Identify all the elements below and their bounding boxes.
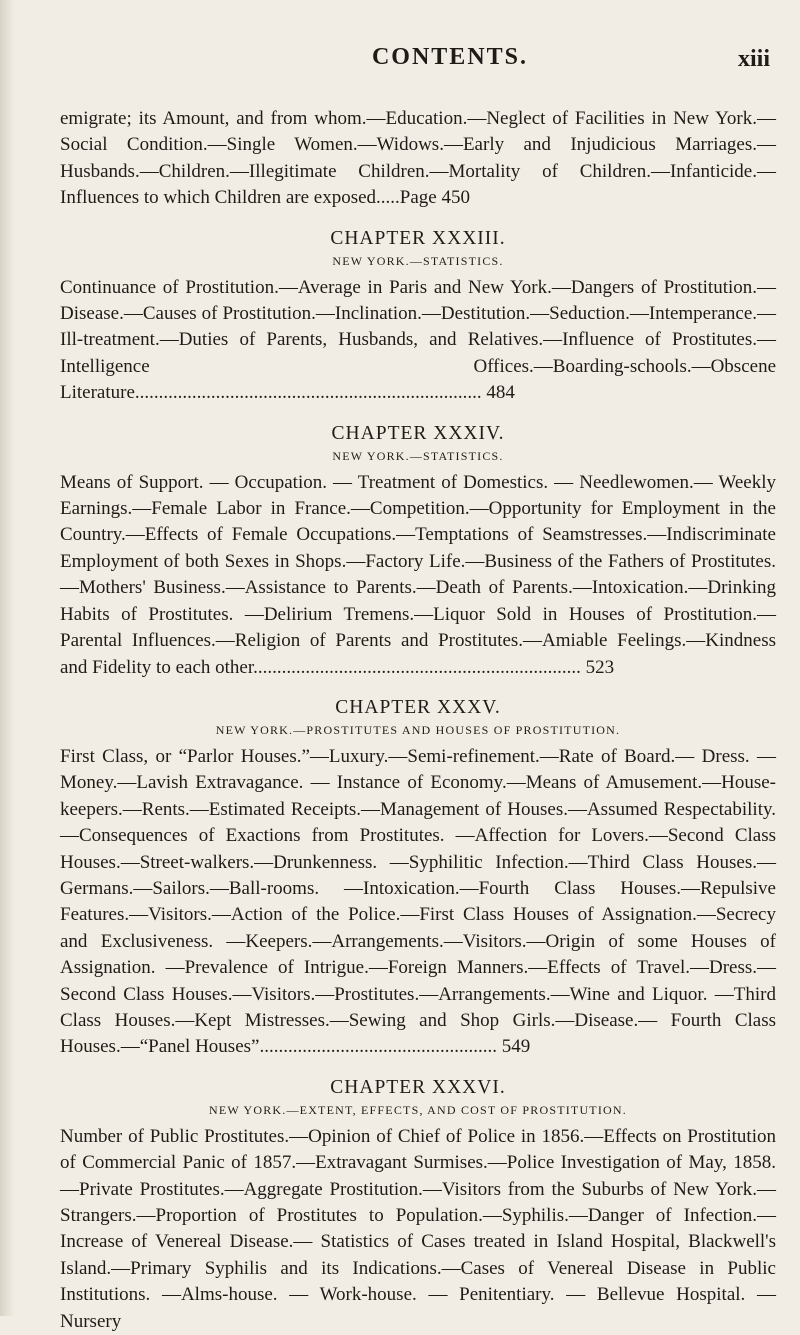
binding-shadow <box>0 0 14 1316</box>
chapter-subtitle: NEW YORK.—STATISTICS. <box>332 253 504 268</box>
chapter-summary: First Class, or “Parlor Houses.”—Luxury.—Semi-refinement.—Rate of Board.— Dress. — Money.—Lavish Extravagance. — Instance of Economy.—Means of Amusement.—House-keepers.—Rents.—Estimated Receipts.—Management of Houses.—Assumed Respectability.—Consequences of Exactions from Prostitutes. —Affection for Lovers.—Second Class Houses.—Street-walkers.—Drunkenness. —Syphilitic Infection.—Third Class Houses.—Germans.—Sailors.—Ball-rooms. —Intoxication.—Fourth Class Houses.—Repulsive Features.—Visitors.—Action of the Police.—First Class Houses of Assignation.—Secrecy and Exclusiveness. —Keepers.—Arrangements.—Visitors.—Origin of some Houses of Assignation. —Prevalence of Intrigue.—Foreign Manners.—Effects of Travel.—Dress.—Second Class Houses.—Visitors.—Prostitutes.—Arrangements.—Wine and Liquor. —Third Class Houses.—Kept Mistresses.—Sewing and Shop Girls.—Disease.— Fourth Class Houses.—“Panel Houses”.................................................. 549 <box>60 745 776 1058</box>
chapter-subtitle: NEW YORK.—STATISTICS. <box>332 448 504 463</box>
chapter-summary-continued: emigrate; its Amount, and from whom.—Education.—Neglect of Facilities in New York.—Social Condition.—Single Women.—Widows.—Early and Injudicious Marriages.—Husbands.—Children.—Illegitimate Children.—Mortality of Children.—Infanticide.—Influences to which Children are exposed.....Page 450 <box>60 108 776 209</box>
running-title: CONTENTS. <box>371 44 529 70</box>
chapter-summary: Number of Public Prostitutes.—Opinion of Chief of Police in 1856.—Effects on Prostitution of Commercial Panic of 1857.—Extravagant Surmises.—Police Investigation of May, 1858.—Private Prostitutes.—Aggregate Prostitution.—Visitors from the Suburbs of New York.—Strangers.—Proportion of Prostitutes to Population.—Syphilis.—Danger of Infection.—Increase of Venereal Disease.— Statistics of Cases treated in Island Hospital, Blackwell's Island.—Primary Syphilis and its Indications.—Cases of Venereal Disease in Public Institutions. —Alms-house. — Work-house. — Penitentiary. — Bellevue Hospital. — Nursery <box>60 1125 776 1332</box>
chapter-summary: Continuance of Prostitution.—Average in Paris and New York.—Dangers of Prostitution.—Disease.—Causes of Prostitution.—Inclination.—Destitution.—Seduction.—Intemperance.—Ill-treatment.—Duties of Parents, Husbands, and Relatives.—Influence of Prostitutes.—Intelligence Offices.—Boarding-schools.—Obscene Literature......................................................................... 484 <box>60 276 776 404</box>
chapter-heading: CHAPTER XXXIII. <box>330 227 506 249</box>
chapter-heading: CHAPTER XXXV. <box>335 696 501 718</box>
contents-body <box>60 106 776 1335</box>
page-header <box>130 44 770 84</box>
chapter-summary: Means of Support. — Occupation. — Treatment of Domestics. — Needlewomen.— Weekly Earnings.—Female Labor in France.—Competition.—Opportunity for Employment in the Country.—Effects of Female Occupations.—Temptations of Seamstresses.—Indiscriminate Employment of both Sexes in Shops.—Factory Life.—Business of the Fathers of Prostitutes.—Mothers' Business.—Assistance to Parents.—Death of Parents.—Intoxication.—Drinking Habits of Prostitutes. —Delirium Tremens.—Liquor Sold in Houses of Prostitution.—Parental Influences.—Religion of Parents and Prostitutes.—Amiable Feelings.—Kindness and Fidelity to each other..................................................................... 523 <box>60 471 776 678</box>
chapter-subtitle: NEW YORK.—EXTENT, EFFECTS, AND COST OF PROSTITUTION. <box>209 1102 627 1117</box>
page-number: xiii <box>737 46 770 72</box>
chapter-subtitle: NEW YORK.—PROSTITUTES AND HOUSES OF PROSTITUTION. <box>215 722 621 737</box>
chapter-heading: CHAPTER XXXIV. <box>331 422 505 444</box>
chapter-heading: CHAPTER XXXVI. <box>330 1076 506 1098</box>
